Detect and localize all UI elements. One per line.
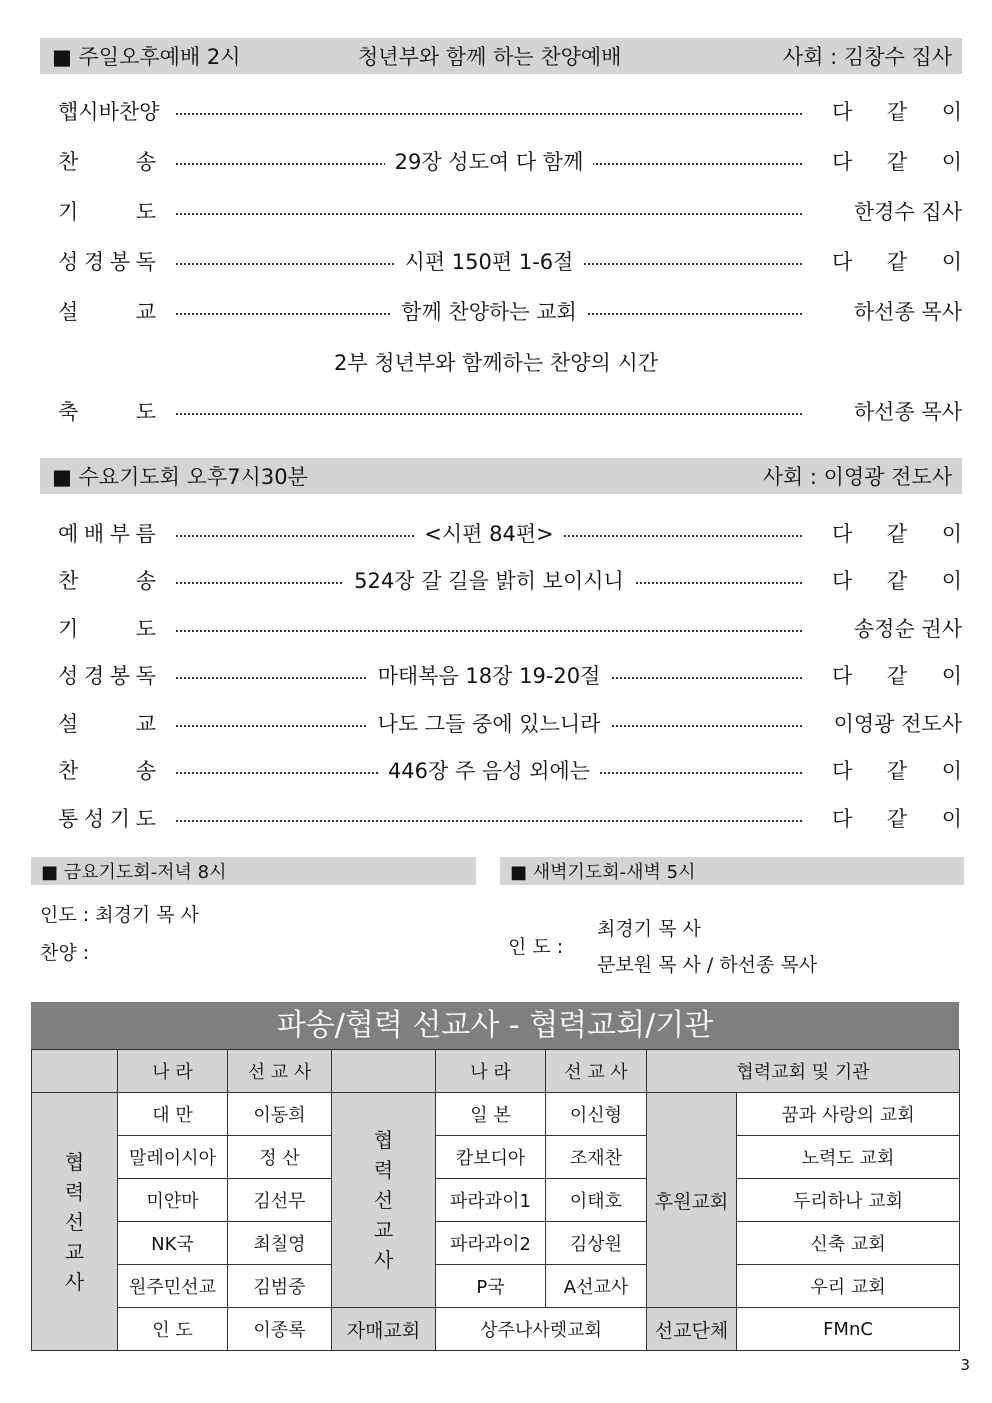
program-detail-wrap — [176, 146, 802, 176]
program-row — [58, 755, 962, 789]
program-row — [58, 803, 962, 837]
program-row — [58, 296, 962, 330]
program-detail: 29장 성도여 다 함께 — [385, 150, 594, 174]
support-church: 신축 교회 — [737, 1222, 960, 1265]
friday-header-bar — [31, 857, 476, 885]
left-missionary: 정 산 — [228, 1136, 332, 1179]
program-label: 기 도 — [58, 617, 156, 641]
friday-praise: 찬양 : — [40, 942, 90, 964]
header-country-mid: 나 라 — [436, 1050, 546, 1093]
program-detail-wrap — [176, 296, 802, 326]
program-leader: 다 같 이 — [832, 250, 962, 274]
missions-title: 파송/협력 선교사 - 협력교회/기관 — [31, 1002, 959, 1050]
header-missionary-left: 선 교 사 — [228, 1050, 332, 1093]
program-detail: 마태복음 18장 19-20절 — [368, 664, 611, 688]
dotted-leader — [176, 213, 802, 215]
sunday-header-right: 사회 : 김창수 집사 — [782, 45, 952, 69]
left-missionary: 이종록 — [228, 1308, 332, 1351]
program-label: 예 배 부 름 — [58, 522, 156, 546]
left-missionary: 김범중 — [228, 1265, 332, 1308]
program-row — [58, 396, 962, 430]
program-detail-wrap — [176, 755, 802, 785]
left-country: 원주민선교 — [118, 1265, 228, 1308]
program-label: 찬 송 — [58, 150, 156, 174]
support-label: 후원교회 — [647, 1093, 737, 1308]
program-label: 설 교 — [58, 712, 156, 736]
program-leader: 다 같 이 — [832, 664, 962, 688]
program-label: 성 경 봉 독 — [58, 250, 156, 274]
group-label-left: 협 력 선 교 사 — [32, 1093, 118, 1351]
left-country: 인 도 — [118, 1308, 228, 1351]
program-detail: <시편 84편> — [414, 522, 563, 546]
program-leader: 다 같 이 — [832, 759, 962, 783]
header-partner: 협력교회 및 기관 — [647, 1050, 960, 1093]
program-label: 통 성 기 도 — [58, 807, 156, 831]
header-blank-left — [32, 1050, 118, 1093]
program-label: 찬 송 — [58, 759, 156, 783]
sunday-header-center: 청년부와 함께 하는 찬양예배 — [358, 45, 622, 69]
program-leader: 하선종 목사 — [853, 300, 962, 324]
sunday-header-bar — [40, 38, 962, 74]
mid-missionary: 이태호 — [546, 1179, 647, 1222]
left-country: 미얀마 — [118, 1179, 228, 1222]
support-church: 노력도 교회 — [737, 1136, 960, 1179]
mid-missionary: A선교사 — [546, 1265, 647, 1308]
program-row — [58, 96, 962, 130]
program-leader: 다 같 이 — [832, 569, 962, 593]
program-row — [58, 146, 962, 180]
left-missionary: 이동희 — [228, 1093, 332, 1136]
program-row — [58, 196, 962, 230]
program-leader: 송정순 권사 — [853, 617, 962, 641]
program-detail: 524장 갈 길을 밝히 보이시니 — [344, 569, 634, 593]
sister-church-label: 자매교회 — [332, 1308, 436, 1351]
wednesday-header-left: ■ 수요기도회 오후7시30분 — [52, 465, 308, 489]
program-row — [58, 518, 962, 552]
program-detail: 나도 그들 중에 있느니라 — [368, 712, 611, 736]
program-label: 축 도 — [58, 400, 156, 424]
program-label: 햅시바찬양 — [58, 100, 160, 124]
dawn-leader-1: 최경기 목 사 — [597, 918, 701, 940]
program-label: 기 도 — [58, 200, 156, 224]
mid-missionary: 김상원 — [546, 1222, 647, 1265]
header-country-left: 나 라 — [118, 1050, 228, 1093]
program-row — [58, 708, 962, 742]
support-church: 꿈과 사랑의 교회 — [737, 1093, 960, 1136]
wednesday-header-bar — [40, 458, 962, 494]
mid-country: 일 본 — [436, 1093, 546, 1136]
program-label: 설 교 — [58, 300, 156, 324]
left-country: NK국 — [118, 1222, 228, 1265]
dawn-leader-label: 인 도 : — [508, 936, 564, 958]
friday-header: ■ 금요기도회-저녁 8시 — [41, 862, 227, 883]
support-church: 우리 교회 — [737, 1265, 960, 1308]
program-row — [58, 660, 962, 694]
program-label: 찬 송 — [58, 569, 156, 593]
program-leader: 다 같 이 — [832, 807, 962, 831]
header-missionary-mid: 선 교 사 — [546, 1050, 647, 1093]
dotted-leader — [176, 113, 802, 115]
group-label-mid: 협 력 선 교 사 — [332, 1093, 436, 1308]
program-leader: 다 같 이 — [832, 522, 962, 546]
mid-country: 파라과이1 — [436, 1179, 546, 1222]
support-church: 두리하나 교회 — [737, 1179, 960, 1222]
org-label: 선교단체 — [647, 1308, 737, 1351]
program-row — [58, 246, 962, 280]
program-row — [58, 613, 962, 647]
mid-missionary: 조재찬 — [546, 1136, 647, 1179]
missions-table — [31, 1049, 960, 1351]
program-label: 성 경 봉 독 — [58, 664, 156, 688]
wednesday-header-right: 사회 : 이영광 전도사 — [762, 465, 952, 489]
program-detail-wrap — [176, 246, 802, 276]
left-country: 대 만 — [118, 1093, 228, 1136]
left-country: 말레이시아 — [118, 1136, 228, 1179]
dotted-leader — [176, 820, 802, 822]
sunday-part2-title: 2부 청년부와 함께하는 찬양의 시간 — [333, 351, 659, 375]
program-leader: 다 같 이 — [832, 150, 962, 174]
sunday-header-left: ■ 주일오후예배 2시 — [52, 45, 241, 69]
dawn-header-bar — [500, 857, 964, 885]
dotted-leader — [176, 630, 802, 632]
left-missionary: 최칠영 — [228, 1222, 332, 1265]
program-detail: 446장 주 음성 외에는 — [378, 759, 600, 783]
mid-country: P국 — [436, 1265, 546, 1308]
program-detail: 함께 찬양하는 교회 — [391, 300, 587, 324]
friday-leader: 인도 : 최경기 목 사 — [40, 904, 200, 926]
program-leader: 하선종 목사 — [853, 400, 962, 424]
mid-missionary: 이신형 — [546, 1093, 647, 1136]
program-leader: 한경수 집사 — [853, 200, 962, 224]
dotted-leader — [176, 413, 802, 415]
dawn-header: ■ 새벽기도회-새벽 5시 — [510, 862, 696, 883]
program-detail-wrap — [176, 660, 802, 690]
program-detail-wrap — [176, 518, 802, 548]
dawn-leader-2: 문보원 목 사 / 하선종 목사 — [597, 954, 818, 976]
left-missionary: 김선무 — [228, 1179, 332, 1222]
program-detail-wrap — [176, 708, 802, 738]
mid-country: 파라과이2 — [436, 1222, 546, 1265]
program-leader: 이영광 전도사 — [833, 712, 962, 736]
program-detail-wrap — [176, 565, 802, 595]
program-row — [58, 565, 962, 599]
org-value: FMnC — [737, 1308, 960, 1351]
header-blank-mid — [332, 1050, 436, 1093]
mid-country: 캄보디아 — [436, 1136, 546, 1179]
page-number: 3 — [960, 1356, 970, 1374]
program-leader: 다 같 이 — [832, 100, 962, 124]
program-detail: 시편 150편 1-6절 — [395, 250, 584, 274]
sister-church-value: 상주나사렛교회 — [436, 1308, 647, 1351]
